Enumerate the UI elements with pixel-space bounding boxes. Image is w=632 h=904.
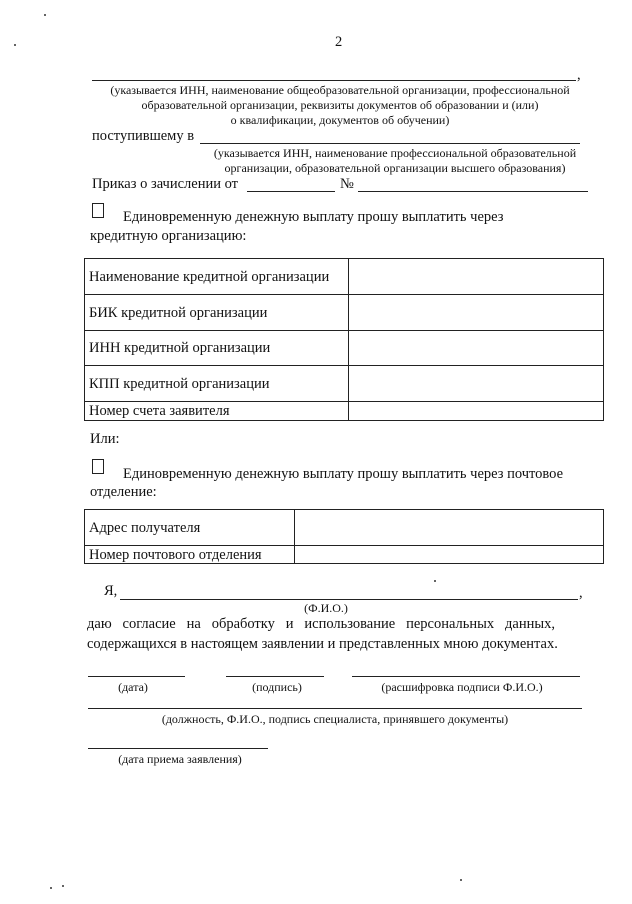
table-row [85,510,604,546]
consent-word: данных, [505,616,555,632]
enrolled-caption-line-2: организации, образовательной организации высшего образования) [224,161,566,175]
post-office-number-input[interactable] [294,546,603,564]
consent-text-line-1 [87,616,555,633]
account-number-input[interactable] [348,402,603,421]
bank-option-checkbox[interactable] [92,203,104,218]
consent-text-line-2: содержащихся в настоящем заявлении и представленных мною документах. [87,636,558,652]
signature-decoding-line[interactable] [352,676,580,677]
post-option-text-line-2: отделение: [90,484,157,500]
table-row [85,295,604,331]
order-date-line[interactable] [247,191,335,192]
organization-caption-line-2: образовательной организации, реквизиты документов об образовании и (или) [141,98,539,112]
scan-speck [44,14,46,16]
account-number-label: Номер счета заявителя [85,402,349,421]
scan-speck [434,580,436,582]
fio-caption: (Ф.И.О.) [304,601,348,615]
consent-word: и [285,616,294,632]
post-details-table [84,509,604,564]
bank-option-text-line-1: Единовременную денежную выплату прошу выплатить через [123,209,504,225]
kpp-input[interactable] [348,366,603,402]
bank-name-input[interactable] [348,259,603,295]
consent-word: даю [87,616,112,632]
table-row [85,259,604,295]
specialist-line[interactable] [88,708,582,709]
order-number-label: № [340,176,354,192]
consent-comma: , [579,585,583,601]
or-label: Или: [90,431,120,447]
consent-word: на [186,616,201,632]
organization-field-line[interactable] [92,80,576,81]
enrolled-caption-line-1: (указывается ИНН, наименование профессиональной образовательной [213,146,577,160]
consent-word: согласие [122,616,176,632]
consent-prefix: Я, [104,583,118,599]
consent-word: обработку [211,616,275,632]
bik-label: БИК кредитной организации [85,295,349,331]
specialist-caption: (должность, Ф.И.О., подпись специалиста, принявшего документы) [161,712,509,726]
signature-caption: (подпись) [252,680,302,694]
signature-line[interactable] [226,676,324,677]
table-row [85,546,604,564]
recipient-address-input[interactable] [294,510,603,546]
table-row [85,402,604,421]
post-option-text-line-1: Единовременную денежную выплату прошу выплатить через почтовое [123,466,564,482]
organization-caption-line-3: о квалификации, документов об обучении) [230,113,450,127]
consent-fio-line[interactable] [120,599,578,600]
scan-speck [14,44,16,46]
post-office-number-label: Номер почтового отделения [85,546,295,564]
scan-speck [62,885,64,887]
kpp-label: КПП кредитной организации [85,366,349,402]
table-row [85,331,604,366]
date-line[interactable] [88,676,185,677]
scan-speck [460,879,462,881]
consent-word: использование [304,616,396,632]
bank-option-text-line-2: кредитную организацию: [90,228,247,244]
date-caption: (дата) [118,680,148,694]
bank-name-label: Наименование кредитной организации [85,259,349,295]
signature-decoding-caption: (расшифровка подписи Ф.И.О.) [381,680,543,694]
scan-speck [50,887,52,889]
organization-caption-line-1: (указывается ИНН, наименование общеобразовательной организации, профессиональной [110,83,570,97]
page-number: 2 [335,34,343,50]
bank-inn-label: ИНН кредитной организации [85,331,349,366]
receipt-date-caption: (дата приема заявления) [118,752,242,766]
table-row [85,366,604,402]
bank-details-table [84,258,604,421]
recipient-address-label: Адрес получателя [85,510,295,546]
organization-comma: , [577,67,581,83]
post-option-checkbox[interactable] [92,459,104,474]
enrolled-field-line[interactable] [200,143,580,144]
enrolled-label: поступившему в [92,128,195,144]
order-label: Приказ о зачислении от [92,176,239,192]
receipt-date-line[interactable] [88,748,268,749]
order-number-line[interactable] [358,191,588,192]
bik-input[interactable] [348,295,603,331]
consent-word: персональных [406,616,495,632]
bank-inn-input[interactable] [348,331,603,366]
